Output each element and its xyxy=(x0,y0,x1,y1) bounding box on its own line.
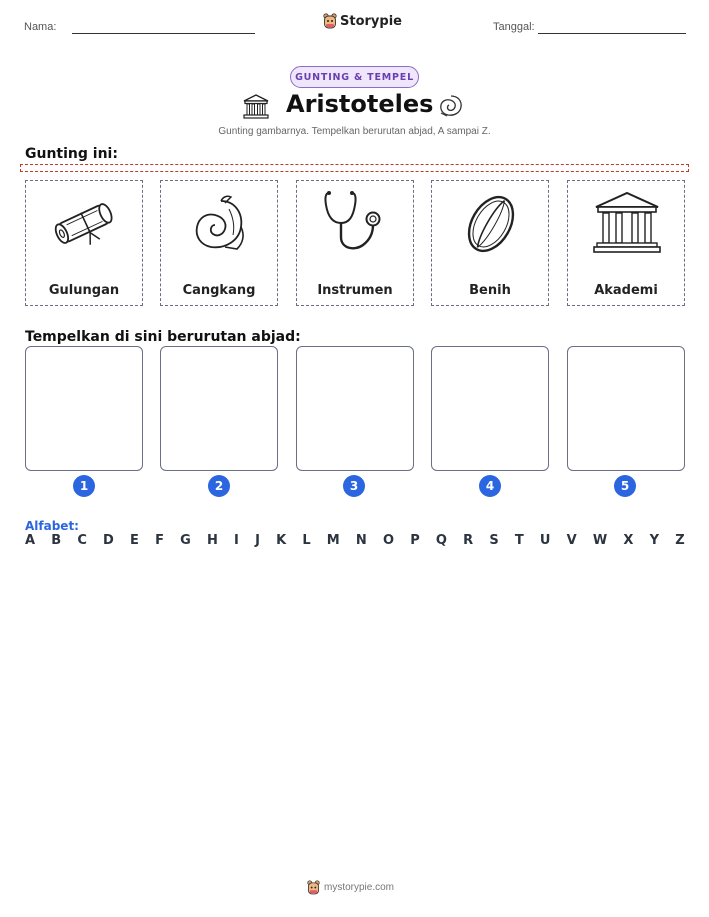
shell-icon xyxy=(438,93,464,119)
seed-icon xyxy=(456,189,526,259)
card-benih[interactable] xyxy=(431,180,549,306)
alphabet-letter: B xyxy=(51,533,62,548)
card-label: Instrumen xyxy=(317,283,393,298)
card-cangkang[interactable] xyxy=(160,180,278,306)
alphabet-letter: P xyxy=(410,533,420,548)
card-akademi[interactable] xyxy=(567,180,685,306)
alphabet-letter: R xyxy=(463,533,474,548)
alphabet-letter: T xyxy=(514,533,524,548)
shell-icon xyxy=(185,189,255,259)
paste-slot-5[interactable] xyxy=(567,346,685,471)
slot-number-2: 2 xyxy=(208,475,230,497)
alphabet-letter: J xyxy=(255,533,260,548)
alphabet-letter: M xyxy=(326,533,340,548)
alphabet-letter: I xyxy=(234,533,239,548)
alphabet-letter: A xyxy=(25,533,36,548)
slot-number-1: 1 xyxy=(73,475,95,497)
paste-slot-1[interactable] xyxy=(25,346,143,471)
alphabet-letter: X xyxy=(623,533,634,548)
storypie-mascot-icon xyxy=(323,13,337,29)
date-line[interactable] xyxy=(538,33,686,34)
cut-line xyxy=(20,164,689,172)
alphabet-letter: E xyxy=(130,533,139,548)
alphabet-letter: O xyxy=(382,533,395,548)
storypie-mascot-icon xyxy=(307,880,320,895)
activity-badge: GUNTING & TEMPEL xyxy=(290,66,419,88)
alphabet-letter: W xyxy=(592,533,608,548)
alphabet-letter: D xyxy=(103,533,114,548)
stethoscope-icon xyxy=(321,189,391,259)
alphabet-letter: K xyxy=(276,533,287,548)
slot-number-4: 4 xyxy=(479,475,501,497)
alphabet-letter: U xyxy=(539,533,551,548)
cut-heading: Gunting ini: xyxy=(25,146,118,162)
slot-number-5: 5 xyxy=(614,475,636,497)
name-line[interactable] xyxy=(72,33,255,34)
alphabet-letter: L xyxy=(302,533,311,548)
brand-name: Storypie xyxy=(340,13,402,29)
card-label: Gulungan xyxy=(48,283,120,298)
alphabet-letter: C xyxy=(77,533,87,548)
alphabet-letter: Z xyxy=(675,533,685,548)
alphabet-letter: V xyxy=(566,533,577,548)
alphabet-row xyxy=(25,533,685,548)
alphabet-letter: S xyxy=(489,533,499,548)
card-gulungan[interactable] xyxy=(25,180,143,306)
paste-heading: Tempelkan di sini berurutan abjad: xyxy=(25,329,301,345)
brand-logo xyxy=(323,13,402,29)
alphabet-letter: N xyxy=(355,533,367,548)
name-label: Nama: xyxy=(24,21,57,33)
date-label: Tanggal: xyxy=(493,21,535,33)
card-instrumen[interactable] xyxy=(296,180,414,306)
page-title: Aristoteles xyxy=(286,90,434,118)
card-label: Cangkang xyxy=(182,283,256,298)
temple-icon xyxy=(592,189,662,259)
paste-slot-3[interactable] xyxy=(296,346,414,471)
instructions: Gunting gambarnya. Tempelkan berurutan abjad, A sampai Z. xyxy=(218,126,491,137)
alphabet-letter: H xyxy=(206,533,218,548)
footer xyxy=(307,880,394,895)
alphabet-letter: F xyxy=(155,533,164,548)
card-label: Benih xyxy=(469,283,511,298)
temple-icon xyxy=(242,94,270,120)
card-label: Akademi xyxy=(594,283,658,298)
paste-slot-2[interactable] xyxy=(160,346,278,471)
paste-slot-4[interactable] xyxy=(431,346,549,471)
alphabet-letter: G xyxy=(180,533,191,548)
alphabet-heading: Alfabet: xyxy=(25,519,79,533)
scroll-icon xyxy=(50,189,120,259)
slot-number-3: 3 xyxy=(343,475,365,497)
alphabet-letter: Q xyxy=(435,533,447,548)
alphabet-letter: Y xyxy=(649,533,660,548)
footer-url: mystorypie.com xyxy=(324,882,395,893)
